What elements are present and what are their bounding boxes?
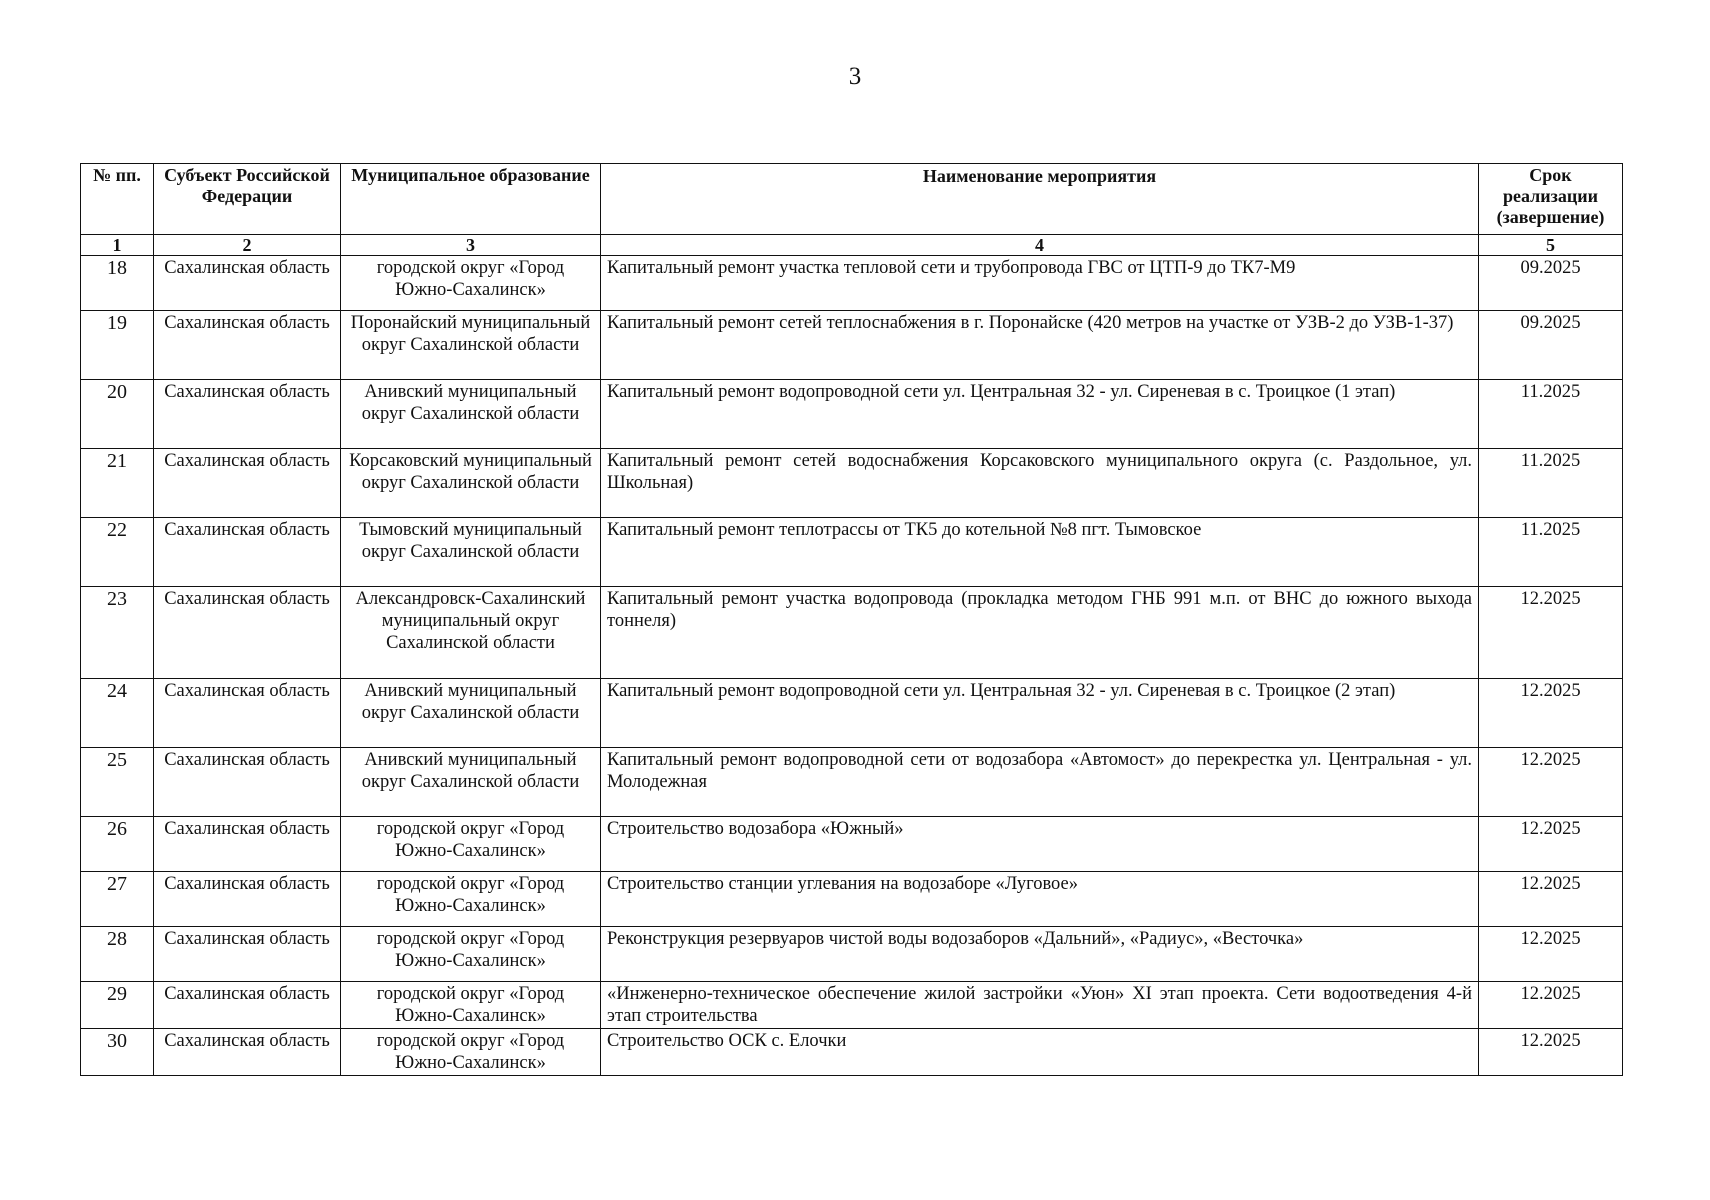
- row-deadline: 12.2025: [1479, 587, 1623, 679]
- table-row: [81, 982, 1623, 1029]
- row-event: Капитальный ремонт сетей теплоснабжения в г. Поронайске (420 метров на участке от УЗВ-2 до УЗВ-1-37): [601, 311, 1479, 380]
- row-event: Капитальный ремонт сетей водоснабжения Корсаковского муниципального округа (с. Раздольное, ул. Школьная): [601, 449, 1479, 518]
- row-subject: Сахалинская область: [154, 449, 341, 518]
- row-subject: Сахалинская область: [154, 679, 341, 748]
- row-municipality: Анивский муниципальный округ Сахалинской области: [341, 679, 601, 748]
- row-event: Капитальный ремонт водопроводной сети ул. Центральная 32 - ул. Сиреневая в с. Троицкое (2 этап): [601, 679, 1479, 748]
- row-deadline: 12.2025: [1479, 927, 1623, 982]
- table-row: [81, 817, 1623, 872]
- column-number-row: [81, 235, 1623, 256]
- row-municipality: Анивский муниципальный округ Сахалинской области: [341, 380, 601, 449]
- row-event: Реконструкция резервуаров чистой воды водозаборов «Дальний», «Радиус», «Весточка»: [601, 927, 1479, 982]
- row-municipality: городской округ «Город Южно-Сахалинск»: [341, 982, 601, 1029]
- column-number: 5: [1479, 235, 1623, 256]
- page-number: 3: [848, 63, 862, 90]
- row-municipality: Поронайский муниципальный округ Сахалинской области: [341, 311, 601, 380]
- table-row: [81, 927, 1623, 982]
- header-deadline: Срок реализации (завершение): [1479, 164, 1623, 235]
- row-deadline: 12.2025: [1479, 1029, 1623, 1076]
- row-event: Капитальный ремонт теплотрассы от ТК5 до котельной №8 пгт. Тымовское: [601, 518, 1479, 587]
- column-number: 4: [601, 235, 1479, 256]
- row-number: 30: [81, 1029, 154, 1076]
- row-subject: Сахалинская область: [154, 982, 341, 1029]
- row-municipality: Анивский муниципальный округ Сахалинской области: [341, 748, 601, 817]
- row-number: 21: [81, 449, 154, 518]
- row-number: 27: [81, 872, 154, 927]
- table-row: [81, 256, 1623, 311]
- row-number: 20: [81, 380, 154, 449]
- header-row: [81, 164, 1623, 235]
- header-event: Наименование мероприятия: [601, 164, 1479, 235]
- row-subject: Сахалинская область: [154, 256, 341, 311]
- row-subject: Сахалинская область: [154, 1029, 341, 1076]
- row-subject: Сахалинская область: [154, 311, 341, 380]
- row-subject: Сахалинская область: [154, 518, 341, 587]
- row-number: 22: [81, 518, 154, 587]
- row-subject: Сахалинская область: [154, 872, 341, 927]
- column-number: 2: [154, 235, 341, 256]
- row-event: Капитальный ремонт участка водопровода (прокладка методом ГНБ 991 м.п. от ВНС до южного выхода тоннеля): [601, 587, 1479, 679]
- header-num: № пп.: [81, 164, 154, 235]
- table-header: [81, 164, 1623, 256]
- row-deadline: 12.2025: [1479, 982, 1623, 1029]
- events-table: [80, 163, 1623, 1076]
- row-number: 26: [81, 817, 154, 872]
- row-event: Строительство ОСК с. Елочки: [601, 1029, 1479, 1076]
- row-subject: Сахалинская область: [154, 748, 341, 817]
- table-row: [81, 449, 1623, 518]
- row-event: Строительство водозабора «Южный»: [601, 817, 1479, 872]
- row-subject: Сахалинская область: [154, 927, 341, 982]
- row-event: Строительство станции углевания на водозаборе «Луговое»: [601, 872, 1479, 927]
- row-number: 29: [81, 982, 154, 1029]
- table-row: [81, 872, 1623, 927]
- header-municipality: Муниципальное образование: [341, 164, 601, 235]
- row-deadline: 11.2025: [1479, 518, 1623, 587]
- row-municipality: городской округ «Город Южно-Сахалинск»: [341, 256, 601, 311]
- row-deadline: 12.2025: [1479, 817, 1623, 872]
- row-municipality: городской округ «Город Южно-Сахалинск»: [341, 927, 601, 982]
- row-number: 28: [81, 927, 154, 982]
- row-deadline: 09.2025: [1479, 311, 1623, 380]
- row-number: 18: [81, 256, 154, 311]
- table-row: [81, 518, 1623, 587]
- table-row: [81, 748, 1623, 817]
- row-event: Капитальный ремонт участка тепловой сети и трубопровода ГВС от ЦТП-9 до ТК7-М9: [601, 256, 1479, 311]
- table-row: [81, 311, 1623, 380]
- column-number: 3: [341, 235, 601, 256]
- row-municipality: Тымовский муниципальный округ Сахалинской области: [341, 518, 601, 587]
- row-deadline: 12.2025: [1479, 872, 1623, 927]
- row-event: Капитальный ремонт водопроводной сети ул. Центральная 32 - ул. Сиреневая в с. Троицкое (1 этап): [601, 380, 1479, 449]
- column-number: 1: [81, 235, 154, 256]
- table-row: [81, 1029, 1623, 1076]
- row-municipality: городской округ «Город Южно-Сахалинск»: [341, 872, 601, 927]
- row-deadline: 12.2025: [1479, 679, 1623, 748]
- row-number: 23: [81, 587, 154, 679]
- row-subject: Сахалинская область: [154, 817, 341, 872]
- row-event: Капитальный ремонт водопроводной сети от водозабора «Автомост» до перекрестка ул. Центральная - ул. Молодежная: [601, 748, 1479, 817]
- row-municipality: Александровск-Сахалинский муниципальный округ Сахалинской области: [341, 587, 601, 679]
- row-number: 19: [81, 311, 154, 380]
- row-subject: Сахалинская область: [154, 587, 341, 679]
- row-municipality: городской округ «Город Южно-Сахалинск»: [341, 817, 601, 872]
- table-row: [81, 679, 1623, 748]
- row-municipality: городской округ «Город Южно-Сахалинск»: [341, 1029, 601, 1076]
- row-municipality: Корсаковский муниципальный округ Сахалинской области: [341, 449, 601, 518]
- header-subject: Субъект Российской Федерации: [154, 164, 341, 235]
- row-subject: Сахалинская область: [154, 380, 341, 449]
- row-deadline: 11.2025: [1479, 449, 1623, 518]
- table-row: [81, 587, 1623, 679]
- row-number: 25: [81, 748, 154, 817]
- row-deadline: 09.2025: [1479, 256, 1623, 311]
- row-deadline: 12.2025: [1479, 748, 1623, 817]
- table-row: [81, 380, 1623, 449]
- row-event: «Инженерно-техническое обеспечение жилой застройки «Уюн» XI этап проекта. Сети водоотведения 4-й этап строительства: [601, 982, 1479, 1029]
- row-number: 24: [81, 679, 154, 748]
- row-deadline: 11.2025: [1479, 380, 1623, 449]
- table-body: [81, 256, 1623, 1076]
